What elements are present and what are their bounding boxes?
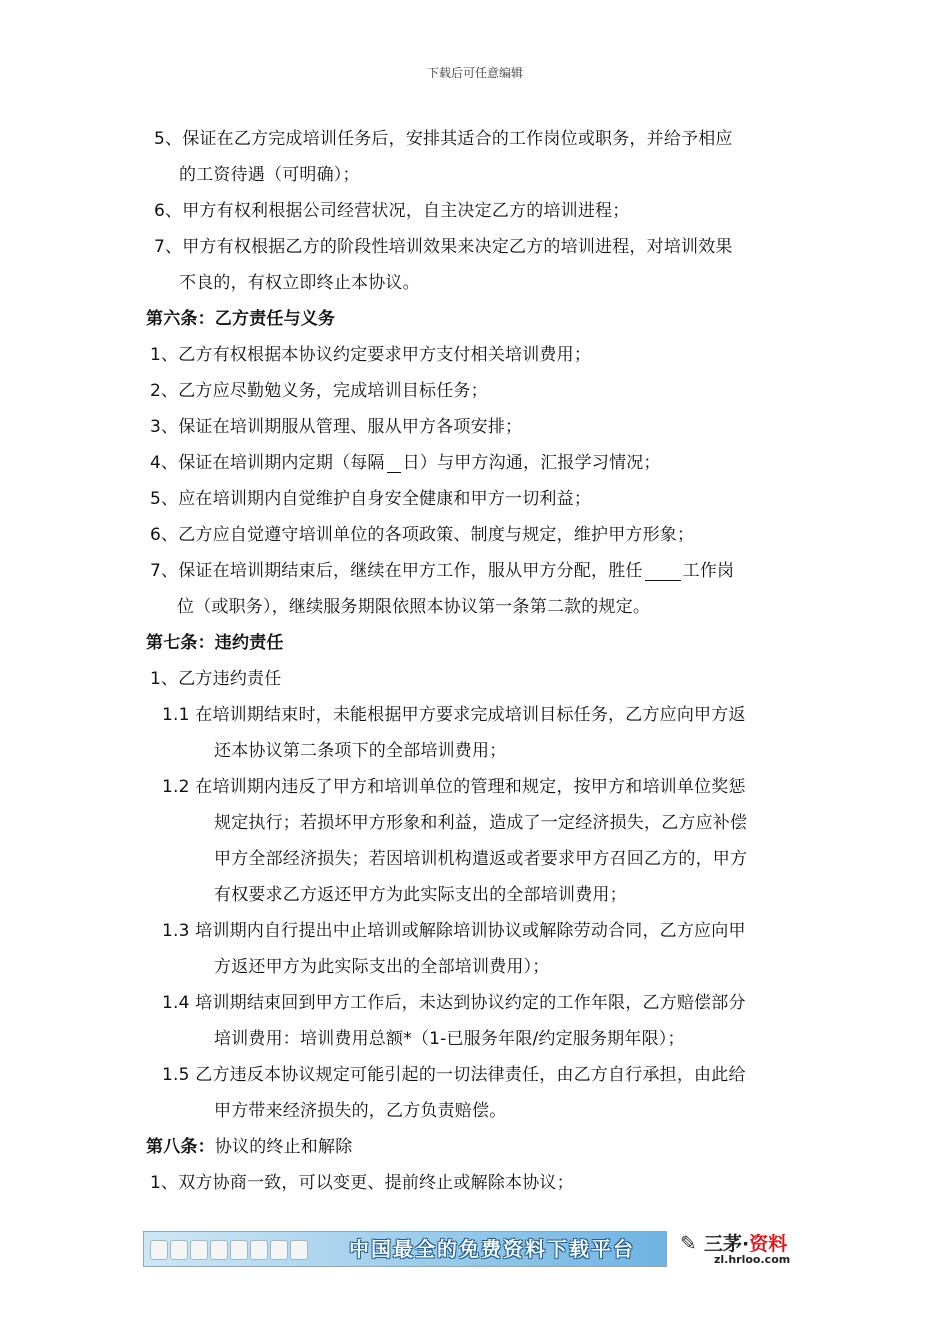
clause-text: 4、保证在培训期内定期（每隔 — [150, 453, 385, 473]
subclause-line: 甲方全部经济损失；若因培训机构遣返或者要求甲方召回乙方的，甲方 — [214, 849, 748, 869]
section-heading: 第六条：乙方责任与义务 — [146, 309, 336, 329]
clause-line: 6、乙方应自觉遵守培训单位的各项政策、制度与规定，维护甲方形象； — [150, 525, 695, 545]
logo-title-part: 三茅· — [704, 1233, 750, 1255]
subclause-line: 规定执行；若损坏甲方形象和利益，造成了一定经济损失，乙方应补偿 — [214, 813, 748, 833]
subclause-line: 培训费用：培训费用总额*（1-已服务年限/约定服务期年限）； — [214, 1029, 685, 1049]
clause-line: 1、乙方违约责任 — [150, 669, 282, 689]
section-heading — [146, 1129, 816, 1165]
section-title: 协议的终止和解除 — [214, 1137, 353, 1157]
site-logo[interactable] — [680, 1229, 810, 1269]
clause-line: 5、保证在乙方完成培训任务后，安排其适合的工作岗位或职务，并给予相应 — [154, 129, 733, 149]
leaf-icon: ✎ — [680, 1231, 697, 1255]
clause-text: 日）与甲方沟通，汇报学习情况； — [402, 453, 661, 473]
logo-title-part: 资料 — [749, 1233, 788, 1255]
clause-line: 6、甲方有权利根据公司经营状况，自主决定乙方的培训进程； — [154, 201, 630, 221]
clause-text: 工作岗 — [682, 561, 735, 581]
document-icon — [170, 1240, 188, 1260]
clause-line: 7、甲方有权根据乙方的阶段性培训效果来决定乙方的培训进程，对培训效果 — [154, 237, 733, 257]
document-icon — [210, 1240, 228, 1260]
logo-url: zl.hrloo.com — [714, 1253, 791, 1266]
document-icon — [230, 1240, 248, 1260]
clause-line: 2、乙方应尽勤勉义务，完成培训目标任务； — [150, 381, 488, 401]
document-icon — [150, 1240, 168, 1260]
subclause-line: 1.3 培训期内自行提出中止培训或解除培训协议或解除劳动合同，乙方应向甲 — [162, 921, 746, 941]
subclause-line: 1.5 乙方违反本协议规定可能引起的一切法律责任，由乙方自行承担，由此给 — [162, 1065, 746, 1085]
banner-slogan: 中国最全的免费资料下载平台 — [349, 1237, 635, 1261]
clause-line: 的工资待遇（可明确）； — [179, 165, 360, 185]
banner-doc-icons — [150, 1236, 325, 1262]
subclause-line: 有权要求乙方返还甲方为此实际支出的全部培训费用； — [214, 885, 627, 905]
document-icon — [290, 1240, 308, 1260]
clause-line: 位（或职务），继续服务期限依照本协议第一条第二款的规定。 — [177, 597, 651, 617]
document-icon — [250, 1240, 268, 1260]
clause-line: 3、保证在培训期服从管理、服从甲方各项安排； — [150, 417, 523, 437]
subclause-line: 方返还甲方为此实际支出的全部培训费用）； — [214, 957, 550, 977]
fill-blank — [387, 454, 401, 473]
subclause-line: 甲方带来经济损失的，乙方负责赔偿。 — [214, 1101, 507, 1121]
clause-line: 5、应在培训期内自觉维护自身安全健康和甲方一切利益； — [150, 489, 592, 509]
clause-line: 1、乙方有权根据本协议约定要求甲方支付相关培训费用； — [150, 345, 592, 365]
document-body — [146, 121, 816, 1201]
section-heading: 第七条：违约责任 — [146, 633, 284, 653]
document-icon — [190, 1240, 208, 1260]
clause-line: 1、双方协商一致，可以变更、提前终止或解除本协议； — [150, 1173, 574, 1193]
subclause-line: 1.1 在培训期结束时，未能根据甲方要求完成培训目标任务，乙方应向甲方返 — [162, 705, 746, 725]
document-icon — [270, 1240, 288, 1260]
fill-blank — [645, 562, 681, 581]
clause-line — [146, 553, 816, 589]
section-number: 第八条： — [146, 1137, 215, 1157]
clause-line — [146, 445, 816, 481]
subclause-line: 1.2 在培训期内违反了甲方和培训单位的管理和规定，按甲方和培训单位奖惩 — [162, 777, 746, 797]
subclause-line: 还本协议第二条项下的全部培训费用； — [214, 741, 507, 761]
subclause-line: 1.4 培训期结束回到甲方工作后，未达到协议约定的工作年限，乙方赔偿部分 — [162, 993, 746, 1013]
logo-title — [704, 1229, 787, 1256]
page-header-note: 下载后可任意编辑 — [426, 66, 523, 80]
clause-text: 7、保证在培训期结束后，继续在甲方工作，服从甲方分配，胜任 — [150, 561, 643, 581]
clause-line: 不良的，有权立即终止本协议。 — [179, 273, 420, 293]
ad-banner[interactable] — [143, 1231, 667, 1267]
